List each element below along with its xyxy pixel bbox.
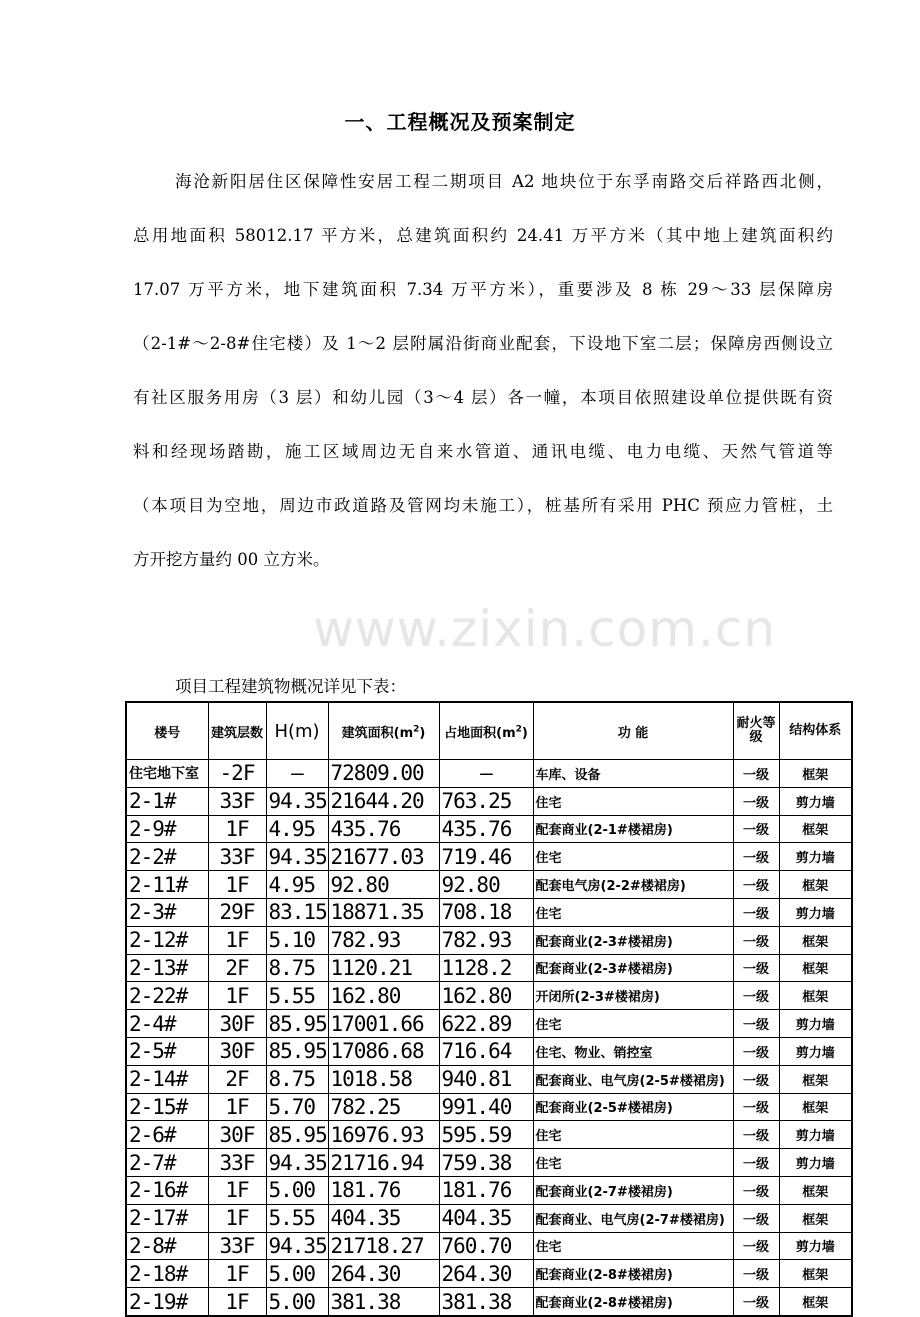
watermark: www.zixin.com.cn (313, 600, 777, 658)
header-structure: 结构体系 (779, 702, 852, 760)
cell-function: 住宅 (533, 898, 733, 926)
cell-building: 2-17# (126, 1204, 208, 1232)
cell-area: 435.76 (328, 815, 439, 843)
cell-footprint: 719.46 (439, 843, 533, 871)
cell-structure: 框架 (779, 1065, 852, 1093)
cell-height: 85.95 (266, 1010, 328, 1038)
cell-building: 2-9# (126, 815, 208, 843)
cell-area: 18871.35 (328, 898, 439, 926)
cell-building: 住宅地下室 (126, 760, 208, 788)
cell-floors: 1F (208, 1260, 266, 1288)
cell-height: 4.95 (266, 871, 328, 899)
table-row (126, 871, 852, 899)
header-area: 建筑面积$(m^2)$ (328, 702, 439, 760)
cell-fire-rating: 一级 (733, 954, 779, 982)
table-row (126, 1260, 852, 1288)
cell-area: 162.80 (328, 982, 439, 1010)
cell-footprint: 716.64 (439, 1037, 533, 1065)
cell-structure: 剪力墙 (779, 1149, 852, 1177)
cell-structure: 框架 (779, 871, 852, 899)
cell-function: 配套商业(2-1#楼裙房) (533, 815, 733, 843)
table-row (126, 1093, 852, 1121)
header-function: 功 能 (533, 702, 733, 760)
cell-function: 车库、设备 (533, 760, 733, 788)
table-row (126, 898, 852, 926)
cell-building: 2-13# (126, 954, 208, 982)
cell-function: 配套商业(2-8#楼裙房) (533, 1288, 733, 1316)
cell-fire-rating: 一级 (733, 815, 779, 843)
cell-structure: 剪力墙 (779, 787, 852, 815)
table-row (126, 843, 852, 871)
cell-area: 16976.93 (328, 1121, 439, 1149)
cell-footprint: — (439, 760, 533, 788)
cell-building: 2-7# (126, 1149, 208, 1177)
cell-area: 1120.21 (328, 954, 439, 982)
cell-building: 2-2# (126, 843, 208, 871)
table-row (126, 954, 852, 982)
table-row (126, 787, 852, 815)
cell-function: 住宅 (533, 787, 733, 815)
cell-footprint: 991.40 (439, 1093, 533, 1121)
header-floors: 建筑层数 (208, 702, 266, 760)
cell-height: 4.95 (266, 815, 328, 843)
header-building: 楼号 (126, 702, 208, 760)
cell-structure: 框架 (779, 1288, 852, 1316)
cell-fire-rating: 一级 (733, 1149, 779, 1177)
table-row (126, 1010, 852, 1038)
cell-structure: 剪力墙 (779, 1037, 852, 1065)
cell-structure: 框架 (779, 760, 852, 788)
cell-height: 5.00 (266, 1288, 328, 1316)
cell-height: 94.35 (266, 1232, 328, 1260)
cell-function: 配套商业(2-5#楼裙房) (533, 1093, 733, 1121)
table-row (126, 815, 852, 843)
paragraph-line: （本项目为空地，周边市政道路及管网均未施工），桩基所有采用 PHC 预应力管桩，土 (133, 496, 833, 515)
cell-function: 配套商业(2-3#楼裙房) (533, 926, 733, 954)
cell-floors: 30F (208, 1037, 266, 1065)
cell-floors: 1F (208, 926, 266, 954)
cell-height: 5.00 (266, 1260, 328, 1288)
cell-footprint: 381.38 (439, 1288, 533, 1316)
table-row (126, 926, 852, 954)
cell-footprint: 782.93 (439, 926, 533, 954)
cell-footprint: 940.81 (439, 1065, 533, 1093)
cell-building: 2-6# (126, 1121, 208, 1149)
table-row (126, 1121, 852, 1149)
cell-footprint: 264.30 (439, 1260, 533, 1288)
cell-floors: 1F (208, 871, 266, 899)
cell-area: 181.76 (328, 1176, 439, 1204)
cell-floors: 1F (208, 1093, 266, 1121)
cell-height: 5.55 (266, 1204, 328, 1232)
cell-floors: 1F (208, 1176, 266, 1204)
cell-function: 配套商业(2-3#楼裙房) (533, 954, 733, 982)
cell-structure: 框架 (779, 1260, 852, 1288)
cell-fire-rating: 一级 (733, 871, 779, 899)
cell-area: 782.93 (328, 926, 439, 954)
overview-paragraph (133, 155, 833, 587)
cell-height: 5.00 (266, 1176, 328, 1204)
table-row (126, 1204, 852, 1232)
cell-building: 2-8# (126, 1232, 208, 1260)
cell-area: 21644.20 (328, 787, 439, 815)
table-body (126, 760, 852, 1316)
header-fire-rating: 耐火等级 (733, 702, 779, 760)
cell-height: 94.35 (266, 1149, 328, 1177)
cell-building: 2-3# (126, 898, 208, 926)
cell-fire-rating: 一级 (733, 1065, 779, 1093)
cell-building: 2-19# (126, 1288, 208, 1316)
cell-function: 住宅 (533, 1121, 733, 1149)
cell-fire-rating: 一级 (733, 1232, 779, 1260)
cell-height: 85.95 (266, 1037, 328, 1065)
cell-height: 94.35 (266, 787, 328, 815)
paragraph-line: 方开挖方量约 00 立方米。 (133, 550, 330, 569)
cell-building: 2-15# (126, 1093, 208, 1121)
table-row (126, 1232, 852, 1260)
cell-structure: 框架 (779, 815, 852, 843)
cell-floors: 1F (208, 1204, 266, 1232)
cell-structure: 剪力墙 (779, 1121, 852, 1149)
cell-structure: 剪力墙 (779, 1010, 852, 1038)
cell-structure: 框架 (779, 926, 852, 954)
cell-fire-rating: 一级 (733, 787, 779, 815)
cell-height: 94.35 (266, 843, 328, 871)
table-row (126, 1176, 852, 1204)
cell-function: 配套电气房(2-2#楼裙房) (533, 871, 733, 899)
cell-height: 5.70 (266, 1093, 328, 1121)
cell-structure: 剪力墙 (779, 1232, 852, 1260)
cell-floors: 1F (208, 1288, 266, 1316)
cell-fire-rating: 一级 (733, 1176, 779, 1204)
cell-structure: 框架 (779, 954, 852, 982)
cell-floors: 30F (208, 1121, 266, 1149)
cell-height: 5.55 (266, 982, 328, 1010)
cell-fire-rating: 一级 (733, 982, 779, 1010)
cell-floors: 30F (208, 1010, 266, 1038)
building-table (125, 701, 853, 1317)
cell-function: 配套商业、电气房(2-5#楼裙房) (533, 1065, 733, 1093)
cell-footprint: 181.76 (439, 1176, 533, 1204)
cell-footprint: 1128.2 (439, 954, 533, 982)
cell-floors: 29F (208, 898, 266, 926)
cell-floors: 33F (208, 1232, 266, 1260)
cell-fire-rating: 一级 (733, 1093, 779, 1121)
cell-function: 开闭所(2-3#楼裙房) (533, 982, 733, 1010)
cell-area: 17001.66 (328, 1010, 439, 1038)
header-footprint: 占地面积$(m^2)$ (439, 702, 533, 760)
cell-area: 21677.03 (328, 843, 439, 871)
table-intro: 项目工程建筑物概况详见下表： (175, 677, 406, 696)
cell-fire-rating: 一级 (733, 843, 779, 871)
cell-footprint: 435.76 (439, 815, 533, 843)
cell-footprint: 760.70 (439, 1232, 533, 1260)
cell-building: 2-12# (126, 926, 208, 954)
cell-building: 2-18# (126, 1260, 208, 1288)
cell-footprint: 404.35 (439, 1204, 533, 1232)
table-header-row (126, 702, 852, 760)
cell-area: 92.80 (328, 871, 439, 899)
table-row (126, 982, 852, 1010)
cell-structure: 框架 (779, 982, 852, 1010)
cell-floors: 33F (208, 843, 266, 871)
table-row (126, 1149, 852, 1177)
cell-footprint: 622.89 (439, 1010, 533, 1038)
paragraph-line: 料和经现场踏勘，施工区域周边无自来水管道、通讯电缆、电力电缆、天然气管道等 (133, 442, 833, 461)
cell-area: 72809.00 (328, 760, 439, 788)
paragraph-line: （2-1#～2-8#住宅楼）及 1～2 层附属沿街商业配套，下设地下室二层；保障房西侧设立 (133, 334, 833, 353)
cell-function: 配套商业、电气房(2-7#楼裙房) (533, 1204, 733, 1232)
cell-structure: 剪力墙 (779, 843, 852, 871)
cell-building: 2-11# (126, 871, 208, 899)
cell-footprint: 595.59 (439, 1121, 533, 1149)
paragraph-line: 17.07 万平方米，地下建筑面积 7.34 万平方米），重要涉及 8 栋 29～33 层保障房 (133, 280, 833, 299)
table-row (126, 1065, 852, 1093)
cell-fire-rating: 一级 (733, 1288, 779, 1316)
cell-fire-rating: 一级 (733, 1260, 779, 1288)
cell-function: 住宅、物业、销控室 (533, 1037, 733, 1065)
cell-fire-rating: 一级 (733, 760, 779, 788)
cell-footprint: 92.80 (439, 871, 533, 899)
cell-height: 8.75 (266, 1065, 328, 1093)
cell-structure: 框架 (779, 1176, 852, 1204)
paragraph-line: 海沧新阳居住区保障性安居工程二期项目 A2 地块位于东孚南路交后祥路西北侧， (175, 172, 833, 191)
cell-floors: 1F (208, 982, 266, 1010)
cell-function: 配套商业(2-7#楼裙房) (533, 1176, 733, 1204)
table-row (126, 760, 852, 788)
cell-floors: 33F (208, 787, 266, 815)
cell-height: 5.10 (266, 926, 328, 954)
cell-building: 2-22# (126, 982, 208, 1010)
cell-area: 21718.27 (328, 1232, 439, 1260)
cell-area: 782.25 (328, 1093, 439, 1121)
paragraph-line: 总用地面积 58012.17 平方米，总建筑面积约 24.41 万平方米（其中地上建筑面积约 (133, 226, 833, 245)
cell-area: 17086.68 (328, 1037, 439, 1065)
header-height: H(m) (266, 702, 328, 760)
cell-function: 住宅 (533, 1010, 733, 1038)
cell-height: 8.75 (266, 954, 328, 982)
cell-function: 配套商业(2-8#楼裙房) (533, 1260, 733, 1288)
cell-floors: 2F (208, 1065, 266, 1093)
cell-building: 2-5# (126, 1037, 208, 1065)
cell-height: 83.15 (266, 898, 328, 926)
cell-fire-rating: 一级 (733, 898, 779, 926)
cell-footprint: 759.38 (439, 1149, 533, 1177)
cell-fire-rating: 一级 (733, 926, 779, 954)
cell-footprint: 708.18 (439, 898, 533, 926)
cell-area: 1018.58 (328, 1065, 439, 1093)
cell-structure: 框架 (779, 1093, 852, 1121)
cell-function: 住宅 (533, 1149, 733, 1177)
cell-floors: 33F (208, 1149, 266, 1177)
cell-fire-rating: 一级 (733, 1010, 779, 1038)
cell-fire-rating: 一级 (733, 1037, 779, 1065)
cell-building: 2-4# (126, 1010, 208, 1038)
cell-area: 381.38 (328, 1288, 439, 1316)
section-title: 一、工程概况及预案制定 (344, 110, 576, 134)
cell-area: 404.35 (328, 1204, 439, 1232)
cell-building: 2-14# (126, 1065, 208, 1093)
cell-structure: 剪力墙 (779, 898, 852, 926)
cell-height: 85.95 (266, 1121, 328, 1149)
cell-fire-rating: 一级 (733, 1121, 779, 1149)
cell-footprint: 162.80 (439, 982, 533, 1010)
cell-area: 264.30 (328, 1260, 439, 1288)
cell-fire-rating: 一级 (733, 1204, 779, 1232)
table-row (126, 1037, 852, 1065)
cell-building: 2-1# (126, 787, 208, 815)
cell-building: 2-16# (126, 1176, 208, 1204)
paragraph-line: 有社区服务用房（3 层）和幼儿园（3～4 层）各一幢，本项目依照建设单位提供既有资 (133, 388, 833, 407)
cell-function: 住宅 (533, 843, 733, 871)
cell-floors: 2F (208, 954, 266, 982)
cell-area: 21716.94 (328, 1149, 439, 1177)
cell-floors: 1F (208, 815, 266, 843)
cell-floors: -2F (208, 760, 266, 788)
cell-footprint: 763.25 (439, 787, 533, 815)
cell-height: — (266, 760, 328, 788)
cell-structure: 框架 (779, 1204, 852, 1232)
cell-function: 住宅 (533, 1232, 733, 1260)
